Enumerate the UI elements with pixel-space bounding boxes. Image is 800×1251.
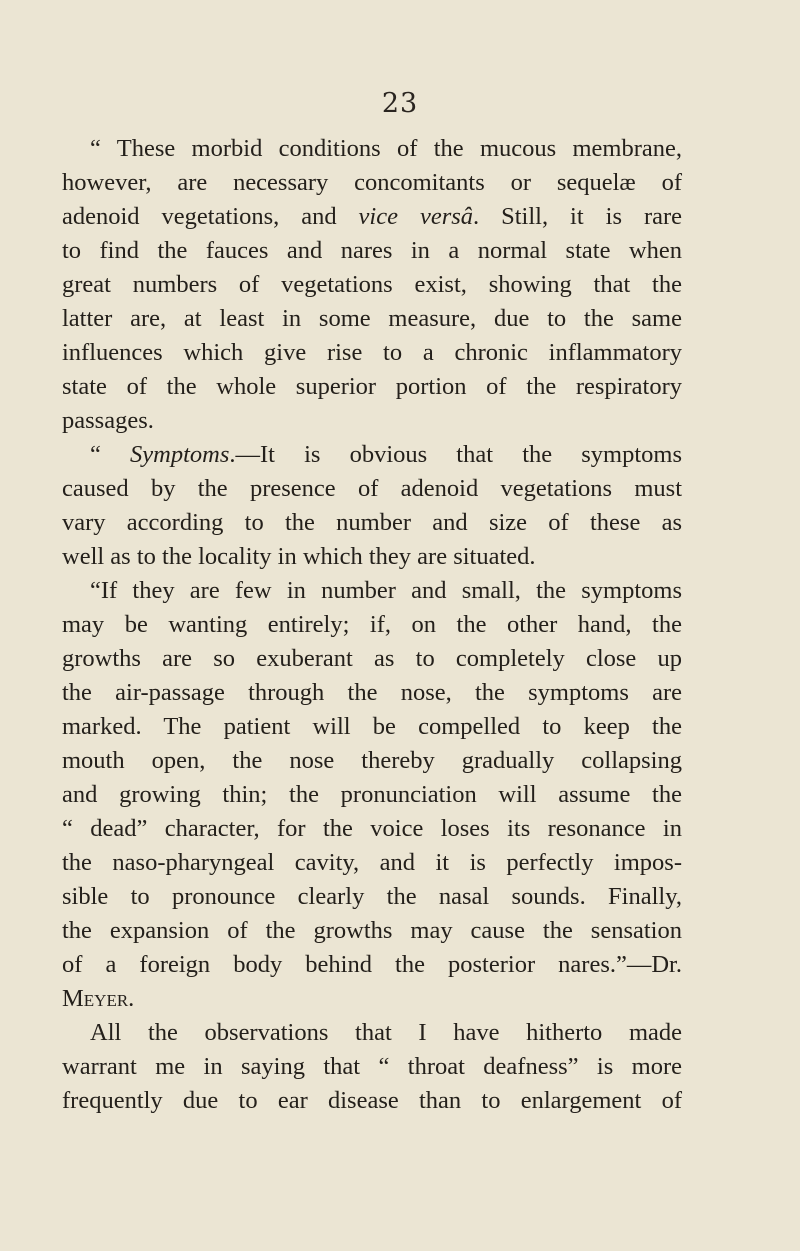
text-line: great numbers of vegetations exist, showing that the	[62, 271, 682, 298]
text-line: warrant me in saying that “ throat deafness” is more	[62, 1053, 682, 1080]
text-line: marked. The patient will be compelled to keep the	[62, 713, 682, 740]
text-line: and growing thin; the pronunciation will assume the	[62, 781, 682, 808]
text-line: the naso-pharyngeal cavity, and it is perfectly impos-	[62, 849, 682, 876]
text-line: “If they are few in number and small, the symptoms	[90, 577, 682, 604]
text-line: “ Symptoms.—It is obvious that the symptoms	[90, 441, 682, 468]
text-line: well as to the locality in which they are situated.	[62, 543, 536, 570]
text-line: state of the whole superior portion of the respiratory	[62, 373, 682, 400]
paragraph-observations	[62, 1016, 682, 1118]
text-line: “ These morbid conditions of the mucous membrane,	[90, 135, 682, 162]
text-line: adenoid vegetations, and vice versâ. Still, it is rare	[62, 203, 683, 230]
text-line: “ dead” character, for the voice loses its resonance in	[62, 815, 682, 842]
text-line: growths are so exuberant as to completely close up	[62, 645, 682, 672]
text-line: latter are, at least in some measure, due to the same	[62, 305, 682, 332]
text-line: All the observations that I have hitherto made	[90, 1019, 682, 1046]
paragraph-symptoms	[62, 438, 682, 574]
page-number: 23	[381, 88, 419, 119]
text-line: influences which give rise to a chronic inflammatory	[62, 339, 682, 366]
text-line: of a foreign body behind the posterior nares.”—Dr.	[62, 951, 682, 978]
text-line: to find the fauces and nares in a normal state when	[62, 237, 682, 264]
text-line: mouth open, the nose thereby gradually collapsing	[62, 747, 682, 774]
text-line: sible to pronounce clearly the nasal sounds. Finally,	[62, 883, 682, 910]
paragraph-few-in-number	[62, 574, 682, 1016]
text-line: passages.	[62, 407, 154, 434]
text-line: caused by the presence of adenoid vegetations must	[62, 475, 682, 502]
text-line: the expansion of the growths may cause the sensation	[62, 917, 682, 944]
text-line: frequently due to ear disease than to enlargement of	[62, 1087, 682, 1114]
text-line: may be wanting entirely; if, on the other hand, the	[62, 611, 682, 638]
paragraph-mucous-membrane	[62, 132, 682, 438]
text-line-author: Meyer.	[62, 985, 135, 1012]
text-line: the air-passage through the nose, the symptoms are	[62, 679, 682, 706]
body-text	[62, 132, 682, 1118]
text-line: vary according to the number and size of these as	[62, 509, 682, 536]
text-line: however, are necessary concomitants or sequelæ of	[62, 169, 682, 196]
